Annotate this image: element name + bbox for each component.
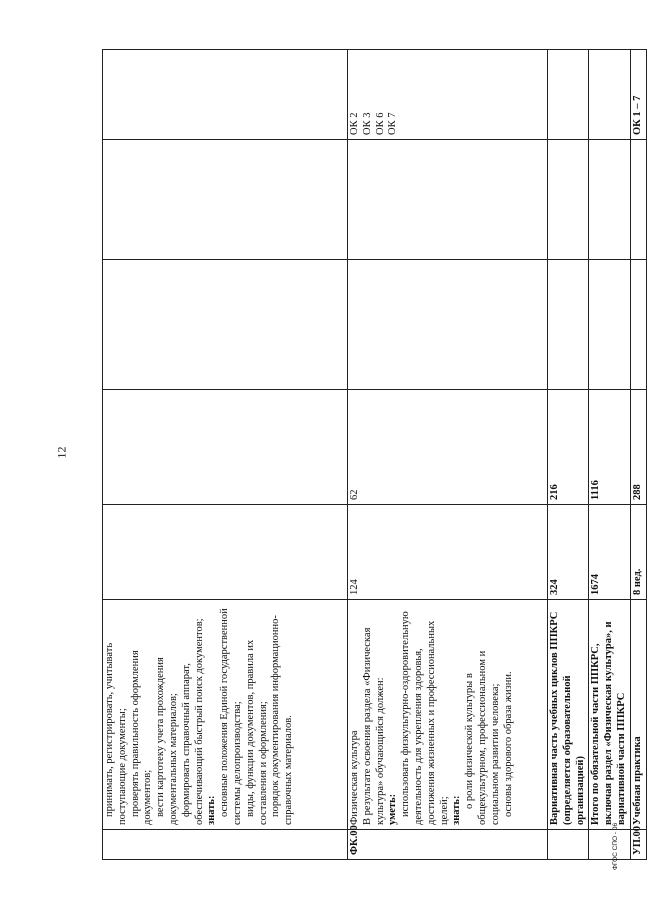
competence-code: ОК 7 — [387, 112, 399, 135]
max-load-cell: 8 нед. — [630, 505, 646, 600]
discipline-index-cell — [589, 260, 630, 390]
description-line: порядок документирования информационно- — [270, 615, 282, 817]
competences-cell — [348, 50, 548, 140]
description-line: вести картотеку учета прохождения — [155, 657, 167, 817]
description-line: деятельность для укрепления здоровья, — [412, 648, 424, 825]
mdk-index-cell — [630, 140, 646, 260]
description-cell — [630, 600, 646, 830]
page-number: 12 — [54, 446, 69, 459]
description-line: поступающие документы; — [116, 708, 128, 825]
description-line: В результате освоения раздела «Физическая — [361, 627, 373, 825]
description-line: знать: — [206, 795, 218, 825]
table-row — [630, 50, 646, 860]
description-line: Учебная практика — [631, 736, 643, 825]
competence-code: ОК 1 – 7 — [631, 95, 643, 135]
max-load-cell: 324 — [548, 505, 589, 600]
description-line: справочных материалов. — [283, 715, 295, 825]
table-row — [348, 50, 548, 860]
competences-cell — [589, 50, 630, 140]
curriculum-table — [102, 49, 647, 860]
description-line: о роли физической культуры в — [464, 673, 476, 809]
competences-cell — [630, 50, 646, 140]
description-line: уметь: — [387, 793, 399, 825]
max-load-cell: 1674 — [589, 505, 630, 600]
description-line: использовать физкультурно-оздоровительную — [400, 611, 412, 817]
obligatory-hours-cell: 288 — [630, 390, 646, 505]
description-line: формировать справочный аппарат, — [180, 663, 192, 817]
competences-cell — [548, 50, 589, 140]
obligatory-hours-cell: 1116 — [589, 390, 630, 505]
description-line: составления и оформления; — [257, 701, 269, 825]
description-line: обеспечивающий быстрый поиск документов; — [193, 618, 205, 825]
discipline-index-cell — [630, 260, 646, 390]
index-code-cell — [548, 830, 589, 860]
index-code-cell: УП.00 — [630, 830, 646, 860]
description-line: знать: — [451, 795, 463, 825]
description-line: Физическая культура — [349, 730, 360, 825]
description-line: (определяется образовательной организацией) — [561, 675, 586, 825]
description-line: целей; — [438, 796, 450, 825]
description-line: включая раздел «Физическая культура», и — [603, 621, 615, 825]
mdk-index-cell — [548, 140, 589, 260]
competence-code: ОК 3 — [361, 112, 373, 135]
max-load-cell: 124 — [348, 505, 548, 600]
index-code-cell — [589, 830, 630, 860]
description-line: социальном развитии человека; — [489, 683, 501, 825]
description-cell — [548, 600, 589, 830]
description-line: вариативной части ППКРС — [615, 692, 627, 825]
competence-code: ОК 2 — [349, 112, 360, 135]
table-row — [548, 50, 589, 860]
table-row — [589, 50, 630, 860]
obligatory-hours-cell: 216 — [548, 390, 589, 505]
description-line: документальных материалов; — [167, 693, 179, 825]
discipline-index-cell — [548, 260, 589, 390]
obligatory-hours-cell: 62 — [348, 390, 548, 505]
description-line: общекультурном, профессиональном и — [476, 650, 488, 825]
description-line: Вариативная часть учебных циклов ППКРС — [549, 611, 560, 825]
description-line: культура» обучающийся должен: — [374, 677, 386, 825]
index-code-cell: ФК.00 — [348, 830, 548, 860]
mdk-index-cell — [589, 140, 630, 260]
mdk-index-cell — [103, 140, 348, 260]
description-line: Итого по обязательной части ППКРС, — [590, 643, 602, 825]
competences-cell — [103, 50, 348, 140]
description-cell — [348, 600, 548, 830]
description-line: основные положения Единой государственной — [219, 608, 231, 817]
discipline-index-cell — [103, 260, 348, 390]
description-line: системы делопроизводства; — [231, 701, 243, 825]
mdk-index-cell — [348, 140, 548, 260]
description-line: документов; — [142, 769, 154, 825]
discipline-index-cell — [348, 260, 548, 390]
index-code-cell — [103, 830, 348, 860]
description-line: проверять правильность оформления — [129, 650, 141, 817]
description-line: виды, функции документов, правила их — [244, 639, 256, 817]
description-line: достижения жизненных и профессиональных — [425, 620, 437, 825]
description-cell — [589, 600, 630, 830]
footer-code: ФГОС СПО - 06 — [612, 822, 619, 870]
table-row — [103, 50, 348, 860]
description-line: принимать, регистрировать, учитывать — [104, 642, 115, 817]
obligatory-hours-cell — [103, 390, 348, 505]
max-load-cell — [103, 505, 348, 600]
description-cell — [103, 600, 348, 830]
competence-code: ОК 6 — [374, 112, 386, 135]
description-line: основы здорового образа жизни. — [502, 671, 514, 817]
